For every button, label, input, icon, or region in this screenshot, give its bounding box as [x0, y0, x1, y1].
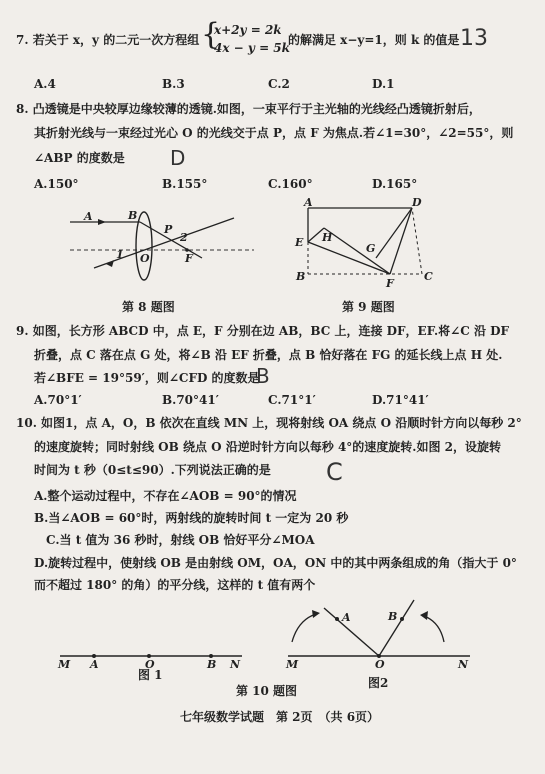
- side-cd: [412, 208, 422, 274]
- q9-option-a: A.70°1′: [34, 393, 82, 407]
- q10-line-1: 10. 如图1，点 A，O，B 依次在直线 MN 上，现将射线 OA 绕点 O 沿顺时针方向以每秒 2°: [16, 416, 522, 430]
- arrow-head-oa: [312, 610, 320, 618]
- q10-line-3: 时间为 t 秒（0≤t≤90）.下列说法正确的是: [34, 463, 271, 477]
- q7-option-d: D.1: [372, 77, 395, 91]
- segment-ef: [308, 242, 390, 274]
- label-g: G: [366, 242, 376, 255]
- q9-line-2: 折叠，点 C 落在点 G 处，将∠B 沿 EF 折叠，点 B 恰好落在 FG 的延长线上点 H 处.: [34, 348, 503, 362]
- label-f: F: [185, 252, 193, 265]
- label-b: B: [388, 610, 398, 623]
- q7-equation-2: 4x − y = 5k: [214, 41, 290, 55]
- label-c: C: [424, 270, 433, 283]
- q9-handwritten-answer: B: [256, 364, 270, 388]
- q8-figure-caption: 第 8 题图: [122, 300, 175, 314]
- label-a: A: [84, 210, 93, 223]
- q7-stem-end: 的解满足 x−y=1，则 k 的值是: [288, 33, 460, 47]
- q8-handwritten-answer: D: [170, 146, 186, 170]
- q10-option-d-line-2: 而不超过 180° 的角）的平分线，这样的 t 值有两个: [34, 578, 316, 592]
- label-b: B: [296, 270, 306, 283]
- q10-handwritten-answer: C: [326, 458, 343, 486]
- label-m: M: [58, 658, 71, 671]
- q7-option-c: C.2: [268, 77, 290, 91]
- q10-figure-2-caption: 图2: [368, 676, 389, 690]
- q7-equation-1: x+2y = 2k: [214, 23, 282, 37]
- label-e: E: [295, 236, 304, 249]
- q7-handwritten-answer: 13: [460, 26, 488, 51]
- q10-option-a: A.整个运动过程中，不存在∠AOB = 90°的情况: [34, 489, 297, 503]
- label-a: A: [342, 611, 351, 624]
- q9-option-b: B.70°41′: [162, 393, 219, 407]
- point-b: [400, 617, 404, 621]
- arrow-head-ob: [420, 611, 428, 620]
- page-footer: 七年级数学试题 第 2页 （共 6页）: [180, 710, 380, 724]
- label-f: F: [386, 277, 394, 290]
- q10-option-c: C.当 t 值为 36 秒时，射线 OB 恰好平分∠MOA: [46, 533, 315, 547]
- ray-ob: [379, 600, 414, 656]
- q10-figure-caption: 第 10 题图: [236, 684, 298, 698]
- label-o: O: [375, 658, 385, 671]
- label-b: B: [128, 209, 138, 222]
- q10-figure-2: [284, 596, 484, 676]
- q9-option-c: C.71°1′: [268, 393, 316, 407]
- segment-hf: [324, 228, 390, 274]
- q7-brace: {: [201, 17, 221, 52]
- q8-option-d: D.165°: [372, 177, 418, 191]
- q7-stem: 7. 若关于 x，y 的二元一次方程组: [16, 33, 200, 47]
- ray-oa: [324, 608, 379, 656]
- q9-line-1: 9. 如图，长方形 ABCD 中，点 E，F 分别在边 AB，BC 上，连接 DF，EF.将∠C 沿 DF: [16, 324, 510, 338]
- q8-option-c: C.160°: [268, 177, 313, 191]
- point-a: [335, 617, 339, 621]
- label-angle-2: 2: [180, 231, 188, 244]
- q9-rectangle-figure: [294, 198, 434, 288]
- q7-option-b: B.3: [162, 77, 185, 91]
- q8-line-3: ∠ABP 的度数是: [34, 151, 125, 165]
- label-a: A: [90, 658, 99, 671]
- q9-figure-caption: 第 9 题图: [342, 300, 395, 314]
- label-d: D: [412, 196, 422, 209]
- q8-line-1: 8. 凸透镜是中央较厚边缘较薄的透镜.如图，一束平行于主光轴的光线经凸透镜折射后，: [16, 102, 481, 116]
- q8-lens-figure: [64, 206, 264, 286]
- label-p: P: [164, 223, 173, 236]
- ray-arrow: [98, 219, 106, 225]
- label-a: A: [304, 196, 313, 209]
- label-n: N: [230, 658, 241, 671]
- q7-option-a: A.4: [34, 77, 56, 91]
- segment-df: [390, 208, 412, 274]
- label-angle-1: 1: [116, 248, 124, 261]
- q9-option-d: D.71°41′: [372, 393, 429, 407]
- label-o: O: [140, 252, 150, 265]
- rotation-arrow-oa: [292, 614, 316, 642]
- q10-option-b: B.当∠AOB = 60°时，两射线的旋转时间 t 一定为 20 秒: [34, 511, 349, 525]
- q8-option-b: B.155°: [162, 177, 208, 191]
- label-o: O: [145, 658, 155, 671]
- label-n: N: [458, 658, 469, 671]
- q10-option-d-line-1: D.旋转过程中，使射线 OB 是由射线 OM，OA，ON 中的其中两条组成的角（指大于 0°: [34, 556, 517, 570]
- q9-line-3: 若∠BFE = 19°59′，则∠CFD 的度数是: [34, 371, 260, 385]
- label-h: H: [322, 231, 333, 244]
- q10-figure-1-caption: 图 1: [138, 668, 163, 682]
- q8-option-a: A.150°: [34, 177, 79, 191]
- q8-line-2: 其折射光线与一束经过光心 O 的光线交于点 P，点 F 为焦点.若∠1=30°，∠2=55°，则: [34, 126, 514, 140]
- label-b: B: [207, 658, 217, 671]
- segment-gd: [376, 208, 412, 258]
- label-m: M: [286, 658, 299, 671]
- ray-arrow-2: [106, 260, 114, 267]
- q10-line-2: 的速度旋转；同时射线 OB 绕点 O 沿逆时针方向以每秒 4°的速度旋转.如图 2，设旋转: [34, 440, 501, 454]
